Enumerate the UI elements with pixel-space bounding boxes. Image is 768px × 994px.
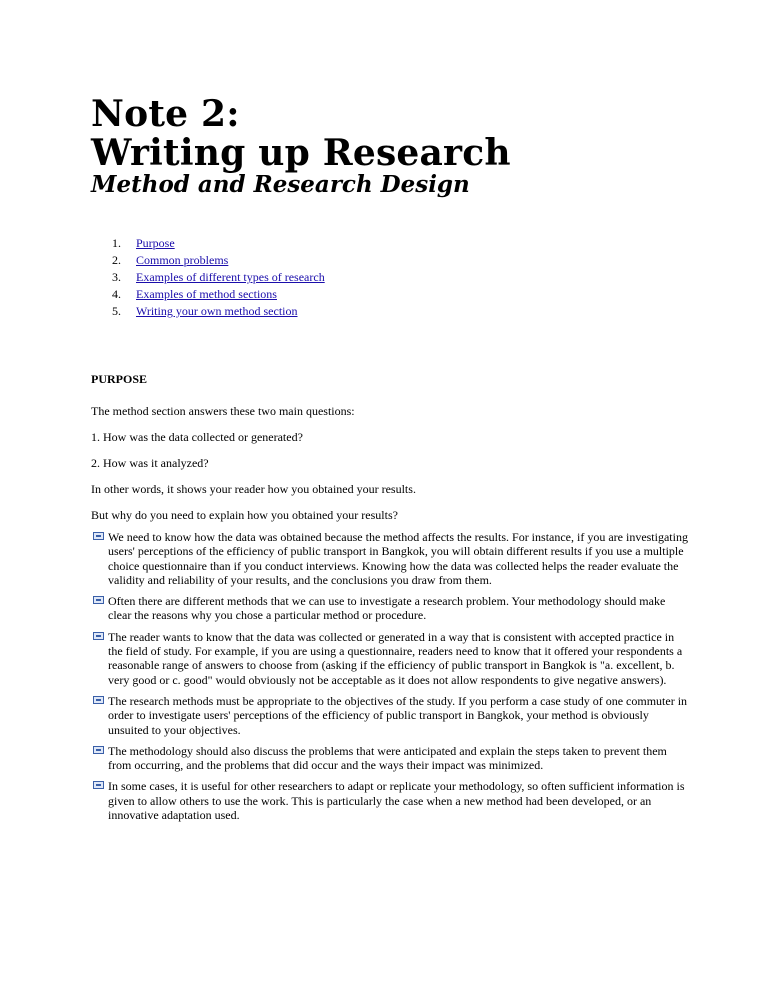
- toc-item: [112, 269, 325, 286]
- toc-number: 5.: [112, 304, 121, 318]
- paragraph: 2. How was it analyzed?: [91, 456, 209, 470]
- paragraph: The method section answers these two main questions:: [91, 404, 355, 418]
- toc-number: 3.: [112, 270, 121, 284]
- bullet-icon: [93, 746, 104, 754]
- bullet-text: The reader wants to know that the data was collected or generated in a way that is consistent with accepted practice in the field of study. For example, if you are using a questionnaire, readers need to know that it offered your respondents a reasonable range of answers to choose from (asking if the efficiency of public transport in Bangkok is "a. excellent, b. very good or c. good" would obviously not be acceptable as it does not allow respondents to give negative answers).: [108, 629, 683, 687]
- bullet-icon: [93, 532, 104, 540]
- toc-number: 1.: [112, 236, 121, 250]
- bullet-text: In some cases, it is useful for other researchers to adapt or replicate your methodology, so often sufficient information is given to allow others to use the work. This is particularly the case when a new method had been developed, or an innovative adaptation used.: [108, 779, 685, 823]
- paragraph: 1. How was the data collected or generated?: [91, 430, 303, 444]
- subtitle: Method and Research Design: [91, 171, 470, 198]
- bullet-list: [91, 530, 691, 829]
- bullet-text: The research methods must be appropriate to the objectives of the study. If you perform a case study of one commuter in order to investigate users' perceptions of the efficiency of public transport in Bangkok, your method is obviously unsuited to your objectives.: [108, 693, 688, 737]
- bullet-item: [91, 744, 691, 773]
- title-line-2: Writing up Research: [91, 132, 511, 174]
- toc-item: [112, 235, 325, 252]
- toc-link-examples-research[interactable]: Examples of different types of research: [136, 270, 325, 284]
- bullet-item: [91, 530, 691, 587]
- table-of-contents: [112, 235, 325, 320]
- toc-item: [112, 286, 325, 303]
- toc-link-examples-method[interactable]: Examples of method sections: [136, 287, 277, 301]
- paragraph: In other words, it shows your reader how you obtained your results.: [91, 482, 416, 496]
- bullet-text: The methodology should also discuss the problems that were anticipated and explain the steps taken to prevent them from occurring, and the problems that did occur and the ways their impact was minimized.: [108, 743, 667, 773]
- section-heading-purpose: PURPOSE: [91, 372, 148, 386]
- toc-link-common-problems[interactable]: Common problems: [136, 253, 229, 267]
- title-line-1: Note 2:: [91, 93, 240, 135]
- bullet-icon: [93, 596, 104, 604]
- bullet-item: [91, 594, 691, 623]
- paragraph: But why do you need to explain how you obtained your results?: [91, 508, 398, 522]
- bullet-text: We need to know how the data was obtained because the method affects the results. For instance, if you are investigating users' perceptions of the efficiency of public transport in Bangkok, you will obtain different results if you use a multiple choice questionnaire than if you conduct interviews. Knowing how the data was collected helps the reader evaluate the validity and reliability of your results, and the conclusions you draw from them.: [108, 530, 688, 587]
- bullet-item: [91, 779, 691, 822]
- toc-link-purpose[interactable]: Purpose: [136, 236, 175, 250]
- bullet-item: [91, 630, 691, 687]
- toc-number: 2.: [112, 253, 121, 267]
- bullet-text: Often there are different methods that we can use to investigate a research problem. Your methodology should make clear the reasons why you chose a particular method or procedure.: [108, 594, 666, 623]
- toc-number: 4.: [112, 287, 121, 301]
- toc-item: [112, 303, 325, 320]
- bullet-icon: [93, 632, 104, 640]
- bullet-icon: [93, 696, 104, 704]
- toc-item: [112, 252, 325, 269]
- bullet-icon: [93, 781, 104, 789]
- bullet-item: [91, 694, 691, 737]
- toc-link-writing-method[interactable]: Writing your own method section: [136, 304, 298, 318]
